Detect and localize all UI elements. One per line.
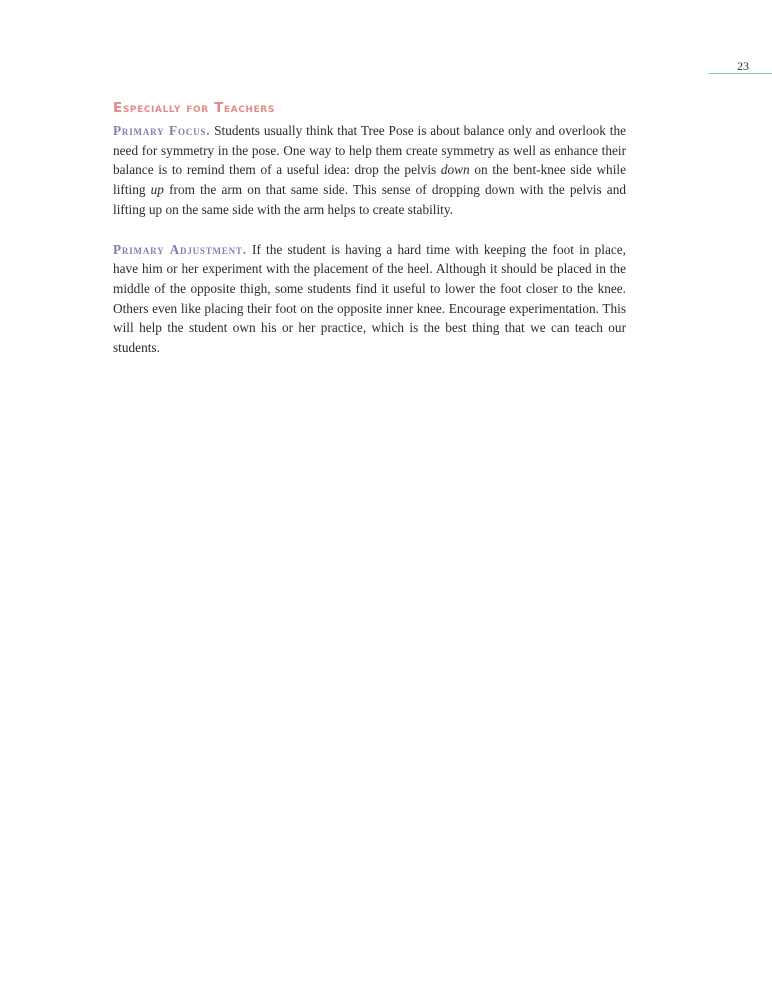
primary-focus-emphasis-down: down: [440, 162, 470, 178]
primary-adjustment-label: Primary Adjustment.: [113, 241, 247, 257]
section-heading: Especially for Teachers: [113, 100, 275, 116]
teacher-notes-section: [113, 100, 626, 358]
primary-focus-paragraph: [113, 121, 626, 220]
primary-adjustment-paragraph: [113, 240, 626, 358]
page-number-rule: [709, 73, 772, 74]
primary-focus-label: Primary Focus: [113, 123, 207, 138]
primary-focus-label-punct: .: [206, 123, 211, 138]
primary-focus-text-1: Students usually think that Tree Pose is about balance only and overlook the need for symmetry in the pose. One way to help them create symmetry as well as enhance their balance is to remind them of a useful idea: drop the pelvis: [113, 123, 627, 178]
page-number: 23: [737, 59, 749, 73]
primary-focus-text-2: on the bent-knee side while lifting: [113, 162, 626, 198]
primary-focus-text-3: from the arm on that same side. This sense of dropping down with the pelvis and lifting up on the same side with the arm helps to create stability.: [113, 182, 627, 217]
primary-focus-emphasis-up: up: [150, 182, 164, 198]
primary-adjustment-text: If the student is having a hard time with keeping the foot in place, have him or her experiment with the placement of the heel. Although it should be placed in the middle of the opposite thigh, some students find it useful to lower the foot closer to the knee. Others even like placing their foot on the opposite inner knee. Encourage experimentation. This will help the student own his or her practice, which is the best thing that we can teach our students.: [113, 241, 626, 356]
